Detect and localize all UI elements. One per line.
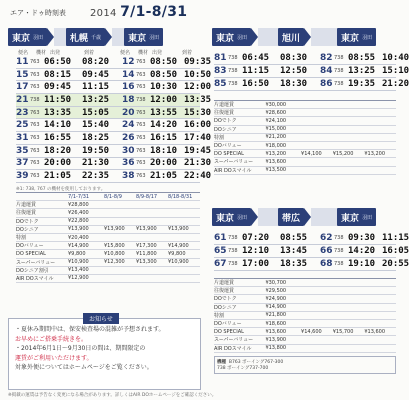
fare-type: スーパーバリュー bbox=[214, 337, 254, 344]
aircraft-code: 738 bbox=[334, 55, 344, 61]
fare-type: 片道運賃 bbox=[214, 102, 235, 109]
fare-row bbox=[214, 150, 396, 158]
fare-value: ¥24,900 bbox=[265, 295, 287, 302]
fare-value: ¥13,600 bbox=[265, 158, 287, 165]
flight-number: 18 bbox=[122, 94, 135, 105]
left-route-via: 札幌 千歳 bbox=[66, 28, 105, 46]
aircraft-code: 763 bbox=[30, 122, 40, 129]
flight-number: 11 bbox=[16, 56, 29, 67]
left-fare-table bbox=[16, 192, 200, 283]
notice-line: ・2014年6月1日〜9月30日の間は、期間限定の bbox=[15, 345, 146, 352]
timetable-row bbox=[16, 107, 212, 120]
fare-value: ¥20,400 bbox=[68, 234, 89, 241]
fare-value: ¥9,800 bbox=[68, 250, 86, 257]
flight-number: 85 bbox=[214, 79, 227, 89]
aircraft-code: 738 bbox=[334, 68, 344, 74]
departure-time: 20:00 bbox=[44, 158, 72, 169]
fare-value: ¥14,100 bbox=[301, 150, 322, 157]
departure-time: 13:55 bbox=[150, 107, 178, 118]
fare-row bbox=[16, 201, 200, 209]
fare-row bbox=[214, 345, 396, 353]
fare-type: スーパーバリュー bbox=[214, 159, 254, 166]
fare-row bbox=[16, 259, 200, 267]
timetable-row bbox=[16, 56, 212, 69]
notice-box bbox=[8, 318, 201, 390]
arrival-time: 21:30 bbox=[82, 158, 110, 169]
aircraft-code: 738 bbox=[228, 81, 238, 87]
fare-type: 特割 bbox=[214, 134, 225, 141]
fare-value: ¥13,400 bbox=[68, 267, 89, 274]
arrival-time: 12:00 bbox=[184, 82, 212, 93]
fare-value: ¥21,800 bbox=[265, 312, 287, 319]
fare-row bbox=[214, 109, 396, 117]
arrival-time: 10:40 bbox=[382, 53, 409, 63]
flight-number: 86 bbox=[320, 79, 333, 89]
flight-number: 16 bbox=[122, 82, 135, 93]
fare-row bbox=[214, 328, 396, 336]
departure-time: 06:50 bbox=[44, 56, 72, 67]
fare-value: ¥15,700 bbox=[332, 328, 354, 335]
fare-value: ¥13,900 bbox=[136, 226, 157, 233]
flight-number: 81 bbox=[214, 53, 227, 63]
fare-value: ¥13,600 bbox=[364, 328, 386, 335]
flight-number: 62 bbox=[320, 233, 333, 243]
fare-value: ¥9,800 bbox=[168, 250, 186, 257]
fare-type: スーパーバリュー bbox=[16, 259, 56, 266]
departure-time: 14:10 bbox=[44, 120, 72, 131]
fare-value: ¥10,900 bbox=[68, 259, 89, 266]
flight-number: 35 bbox=[16, 145, 29, 156]
departure-time: 06:45 bbox=[242, 53, 270, 63]
fare-value: ¥13,600 bbox=[265, 328, 287, 335]
fare-value: ¥12,900 bbox=[68, 275, 89, 282]
flight-number: 82 bbox=[320, 53, 333, 63]
flight-number: 61 bbox=[214, 233, 227, 243]
fare-row bbox=[16, 209, 200, 217]
flight-number: 38 bbox=[122, 171, 135, 182]
flight-number: 31 bbox=[16, 132, 29, 143]
fare-row bbox=[16, 234, 200, 242]
flight-number: 25 bbox=[16, 120, 29, 131]
fare-value: ¥15,800 bbox=[104, 242, 125, 249]
arrival-time: 17:40 bbox=[184, 132, 212, 143]
fare-type: DOシニア bbox=[16, 226, 39, 233]
arrival-time: 15:10 bbox=[382, 66, 409, 76]
timetable-row bbox=[16, 119, 212, 132]
departure-time: 19:35 bbox=[348, 79, 376, 89]
departure-time: 14:20 bbox=[348, 246, 376, 256]
fare-row bbox=[214, 279, 396, 287]
departure-time: 11:50 bbox=[44, 94, 72, 105]
arrival-time: 16:00 bbox=[184, 120, 212, 131]
flight-number: 24 bbox=[122, 120, 135, 131]
fare-row bbox=[214, 304, 396, 312]
flight-number: 17 bbox=[16, 82, 29, 93]
fare-type: DO SPECIAL bbox=[16, 250, 46, 257]
fare-value: ¥14,900 bbox=[265, 304, 287, 311]
fare-type: 往復運賃 bbox=[214, 110, 235, 117]
departure-time: 09:45 bbox=[44, 82, 72, 93]
fare-row bbox=[214, 158, 396, 166]
aircraft-code: 763 bbox=[30, 109, 40, 116]
departure-time: 08:50 bbox=[150, 56, 178, 67]
fare-value: ¥28,600 bbox=[265, 109, 287, 116]
aircraft-code: 763 bbox=[136, 109, 146, 116]
right-bottom-timetable bbox=[214, 232, 409, 271]
fare-value: ¥15,200 bbox=[332, 150, 354, 157]
timetable-row bbox=[16, 81, 212, 94]
arrival-time: 21:30 bbox=[184, 158, 212, 169]
arrival-time: 08:30 bbox=[280, 53, 308, 63]
fare-value: ¥18,600 bbox=[265, 320, 287, 327]
fare-header: 7/1-7/31 bbox=[68, 193, 90, 200]
departure-time: 16:55 bbox=[44, 132, 72, 143]
fare-type: DOシニア bbox=[214, 304, 237, 311]
departure-time: 08:15 bbox=[44, 69, 72, 80]
aircraft-code: 738 bbox=[136, 96, 146, 103]
aircraft-code: 738 bbox=[334, 235, 344, 241]
arrival-time: 21:20 bbox=[382, 79, 409, 89]
flight-number: 66 bbox=[320, 246, 333, 256]
timetable-row bbox=[214, 258, 409, 271]
fare-value: ¥13,300 bbox=[136, 259, 157, 266]
fare-row bbox=[214, 126, 396, 134]
aircraft-code: 763 bbox=[30, 173, 40, 180]
right-top-timetable bbox=[214, 52, 409, 91]
notice-line: お早めにご搭乗手続きを。 bbox=[15, 335, 88, 343]
fare-value: ¥30,000 bbox=[265, 101, 287, 108]
aircraft-code: 763 bbox=[136, 160, 146, 167]
arrival-time: 08:20 bbox=[82, 56, 110, 67]
timetable-row bbox=[16, 132, 212, 145]
aircraft-code: 763 bbox=[30, 58, 40, 65]
timetable-row bbox=[214, 232, 409, 245]
fare-header-row bbox=[16, 193, 200, 201]
arrival-time: 19:45 bbox=[184, 145, 212, 156]
departure-time: 13:35 bbox=[44, 107, 72, 118]
fare-value: ¥13,900 bbox=[104, 226, 125, 233]
fare-row bbox=[214, 134, 396, 142]
fare-type: 片道運賃 bbox=[214, 280, 235, 287]
notice-title: お知らせ bbox=[83, 313, 119, 324]
departure-time: 16:15 bbox=[150, 132, 178, 143]
left-column-header: 便名 機材 出発 到着 便名 機材 出発 到着 bbox=[18, 50, 193, 56]
timetable-row bbox=[16, 145, 212, 158]
fare-row bbox=[16, 226, 200, 234]
departure-time: 18:20 bbox=[44, 145, 72, 156]
right-bottom-fare-table bbox=[214, 278, 396, 353]
flight-number: 39 bbox=[16, 171, 29, 182]
fare-type: DOバリュー bbox=[16, 243, 44, 250]
aircraft-code: 763 bbox=[136, 122, 146, 129]
timetable-row bbox=[214, 245, 409, 258]
fare-row bbox=[214, 312, 396, 320]
timetable-row bbox=[214, 65, 409, 78]
fare-type: AIR DOスマイル bbox=[214, 167, 252, 174]
timetable-row bbox=[16, 170, 212, 183]
arrival-time: 10:50 bbox=[184, 69, 212, 80]
fare-type: DOでトク bbox=[16, 218, 39, 225]
departure-time: 21:05 bbox=[44, 171, 72, 182]
fare-type: 特割 bbox=[214, 312, 225, 319]
departure-time: 09:30 bbox=[348, 233, 376, 243]
aircraft-code: 738 bbox=[334, 261, 344, 267]
fare-value: ¥21,200 bbox=[265, 134, 287, 141]
fare-value: ¥10,900 bbox=[168, 259, 189, 266]
fare-row bbox=[214, 167, 396, 175]
departure-time: 14:20 bbox=[150, 120, 178, 131]
arrival-time: 08:55 bbox=[280, 233, 308, 243]
aircraft-code: 738 bbox=[228, 68, 238, 74]
aircraft-code: 738 bbox=[228, 235, 238, 241]
fare-header: 8/18-8/31 bbox=[168, 193, 193, 200]
flight-number: 15 bbox=[16, 69, 29, 80]
fare-value: ¥10,800 bbox=[104, 250, 125, 257]
departure-time: 11:15 bbox=[242, 66, 270, 76]
fare-value: ¥24,100 bbox=[265, 117, 287, 124]
aircraft-code: 738 bbox=[30, 96, 40, 103]
departure-time: 07:20 bbox=[242, 233, 270, 243]
arrival-time: 18:25 bbox=[82, 132, 110, 143]
aircraft-code: 738 bbox=[334, 248, 344, 254]
aircraft-code: 763 bbox=[30, 84, 40, 91]
departure-time: 13:25 bbox=[348, 66, 376, 76]
right-top-fare-table bbox=[214, 100, 396, 175]
header-range: 7/1-8/31 bbox=[120, 4, 188, 20]
aircraft-code: 763 bbox=[30, 147, 40, 154]
fare-type: 特割 bbox=[16, 235, 27, 242]
arrival-time: 15:05 bbox=[82, 107, 110, 118]
fare-row bbox=[214, 117, 396, 125]
departure-time: 18:10 bbox=[150, 145, 178, 156]
departure-time: 08:50 bbox=[150, 69, 178, 80]
flight-number: 68 bbox=[320, 259, 333, 269]
fare-type: 往復運賃 bbox=[16, 210, 37, 217]
fare-value: ¥17,300 bbox=[136, 242, 157, 249]
timetable-row bbox=[16, 94, 212, 107]
fare-type: 片道運賃 bbox=[16, 202, 37, 209]
route-arrow-icon bbox=[251, 28, 258, 46]
flight-number: 37 bbox=[16, 158, 29, 169]
notice-line: 対象外便についてはホームページをご覧ください。 bbox=[15, 364, 153, 371]
timetable-row bbox=[214, 78, 409, 91]
arrival-time: 20:55 bbox=[382, 259, 409, 269]
arrival-time: 11:15 bbox=[382, 233, 409, 243]
timetable-row bbox=[16, 69, 212, 82]
fare-row bbox=[16, 242, 200, 250]
fare-value: ¥15,000 bbox=[265, 126, 287, 133]
fare-value: ¥13,900 bbox=[168, 226, 189, 233]
fare-type: DOシニア bbox=[214, 126, 237, 133]
flight-number: 14 bbox=[122, 69, 135, 80]
arrival-time: 18:35 bbox=[280, 259, 308, 269]
fare-row bbox=[16, 275, 200, 283]
fare-type: AIR DOスマイル bbox=[16, 275, 54, 282]
arrival-time: 13:35 bbox=[184, 94, 212, 105]
bottom-footnote: ※掲載の運賃は予告なく変更になる場合があります。詳しくはAIR DOホームページをご確認ください。 bbox=[8, 393, 217, 398]
fare-value: ¥13,900 bbox=[68, 226, 89, 233]
aircraft-code: 763 bbox=[136, 147, 146, 154]
right-top-route-header: 東京 羽田 旭川 東京 羽田 bbox=[212, 28, 376, 46]
flight-number: 67 bbox=[214, 259, 227, 269]
aircraft-code: 738 bbox=[334, 81, 344, 87]
departure-time: 12:10 bbox=[242, 246, 270, 256]
left-timetable bbox=[16, 56, 212, 183]
header-year: 2014 bbox=[90, 8, 117, 19]
left-note: ※1: 738, 767 の機材を使用しております。 bbox=[16, 187, 106, 192]
departure-time: 21:05 bbox=[150, 171, 178, 182]
fare-value: ¥14,900 bbox=[68, 242, 89, 249]
fare-value: ¥30,700 bbox=[265, 279, 287, 286]
route-arrow-icon bbox=[251, 208, 258, 226]
aircraft-code: 763 bbox=[136, 134, 146, 141]
notice-line: ・夏休み期間中は、保安検査場の混雑が予想されます。 bbox=[15, 326, 165, 333]
route-arrow-icon bbox=[47, 28, 54, 46]
departure-time: 17:00 bbox=[242, 259, 270, 269]
fare-row bbox=[214, 295, 396, 303]
fare-type: DOでトク bbox=[214, 296, 237, 303]
fare-row bbox=[214, 287, 396, 295]
flight-number: 65 bbox=[214, 246, 227, 256]
fare-value: ¥13,200 bbox=[364, 150, 386, 157]
arrival-time: 11:15 bbox=[82, 82, 110, 93]
departure-time: 20:00 bbox=[150, 158, 178, 169]
flight-number: 84 bbox=[320, 66, 333, 76]
header-date bbox=[90, 4, 187, 20]
flight-number: 23 bbox=[16, 107, 29, 118]
flight-number: 36 bbox=[122, 158, 135, 169]
fare-row bbox=[214, 320, 396, 328]
fare-type: DOバリュー bbox=[214, 321, 242, 328]
aircraft-legend: 機種 B763 ボーイング767-300 738 ボーイング737-700 bbox=[214, 356, 396, 374]
flight-number: 20 bbox=[122, 107, 135, 118]
aircraft-code: 738 bbox=[228, 261, 238, 267]
fare-row bbox=[214, 336, 396, 344]
flight-number: 30 bbox=[122, 145, 135, 156]
fare-type: DOバリュー bbox=[214, 143, 242, 150]
fare-header: 8/1-8/9 bbox=[104, 193, 122, 200]
fare-value: ¥22,800 bbox=[68, 218, 89, 225]
route-arrow-icon bbox=[304, 28, 311, 46]
aircraft-code: 763 bbox=[136, 71, 146, 78]
fare-row bbox=[16, 250, 200, 258]
fare-value: ¥28,800 bbox=[68, 201, 89, 208]
fare-type: 往復運賃 bbox=[214, 288, 235, 295]
fare-value: ¥13,900 bbox=[265, 336, 287, 343]
arrival-time: 19:50 bbox=[82, 145, 110, 156]
arrival-time: 22:40 bbox=[184, 171, 212, 182]
route-arrow-icon bbox=[304, 208, 311, 226]
aircraft-code: 763 bbox=[30, 134, 40, 141]
flight-number: 83 bbox=[214, 66, 227, 76]
route-arrow-icon bbox=[105, 28, 112, 46]
arrival-time: 13:25 bbox=[82, 94, 110, 105]
arrival-time: 09:45 bbox=[82, 69, 110, 80]
left-route-from: 東京 羽田 bbox=[8, 28, 47, 46]
fare-type: DOでトク bbox=[214, 118, 237, 125]
right-bottom-route-header: 東京 羽田 帯広 東京 羽田 bbox=[212, 208, 376, 226]
fare-value: ¥14,600 bbox=[301, 328, 322, 335]
flight-number: 12 bbox=[122, 56, 135, 67]
left-route-header bbox=[8, 28, 163, 46]
aircraft-code: 763 bbox=[136, 173, 146, 180]
departure-time: 10:30 bbox=[150, 82, 178, 93]
header-title: エア・ドゥ時刻表 bbox=[10, 9, 66, 17]
timetable-row bbox=[214, 52, 409, 65]
arrival-time: 22:35 bbox=[82, 171, 110, 182]
fare-type: AIR DOスマイル bbox=[214, 345, 252, 352]
fare-value: ¥13,500 bbox=[265, 167, 287, 174]
fare-row bbox=[214, 142, 396, 150]
fare-type: DO SPECIAL bbox=[214, 328, 244, 335]
arrival-time: 15:30 bbox=[184, 107, 212, 118]
arrival-time: 09:35 bbox=[184, 56, 212, 67]
fare-value: ¥11,800 bbox=[136, 250, 157, 257]
fare-value: ¥26,400 bbox=[68, 209, 89, 216]
fare-header: 8/9-8/17 bbox=[136, 193, 158, 200]
arrival-time: 12:50 bbox=[280, 66, 308, 76]
aircraft-code: 738 bbox=[228, 55, 238, 61]
departure-time: 08:55 bbox=[348, 53, 376, 63]
fare-value: ¥14,900 bbox=[168, 242, 189, 249]
departure-time: 12:00 bbox=[150, 94, 178, 105]
fare-type: DOシニア割引 bbox=[16, 267, 49, 274]
aircraft-code: 763 bbox=[136, 84, 146, 91]
departure-time: 16:50 bbox=[242, 79, 270, 89]
fare-value: ¥18,000 bbox=[265, 142, 287, 149]
flight-number: 26 bbox=[122, 132, 135, 143]
fare-value: ¥12,300 bbox=[104, 259, 125, 266]
fare-row bbox=[214, 101, 396, 109]
left-route-to: 東京 羽田 bbox=[124, 28, 163, 46]
aircraft-code: 738 bbox=[228, 248, 238, 254]
notice-line: 運賃がご利用いただけます。 bbox=[15, 354, 93, 362]
arrival-time: 16:05 bbox=[382, 246, 409, 256]
fare-row bbox=[16, 218, 200, 226]
flight-number: 21 bbox=[16, 94, 29, 105]
fare-row bbox=[16, 267, 200, 275]
arrival-time: 13:45 bbox=[280, 246, 308, 256]
fare-type: DO SPECIAL bbox=[214, 150, 244, 157]
fare-value: ¥29,500 bbox=[265, 287, 287, 294]
aircraft-code: 763 bbox=[30, 71, 40, 78]
aircraft-code: 763 bbox=[136, 58, 146, 65]
arrival-time: 15:40 bbox=[82, 120, 110, 131]
aircraft-code: 763 bbox=[30, 160, 40, 167]
arrival-time: 18:30 bbox=[280, 79, 308, 89]
fare-value: ¥13,200 bbox=[265, 150, 287, 157]
timetable-row bbox=[16, 158, 212, 171]
fare-value: ¥13,800 bbox=[265, 345, 287, 352]
departure-time: 19:10 bbox=[348, 259, 376, 269]
